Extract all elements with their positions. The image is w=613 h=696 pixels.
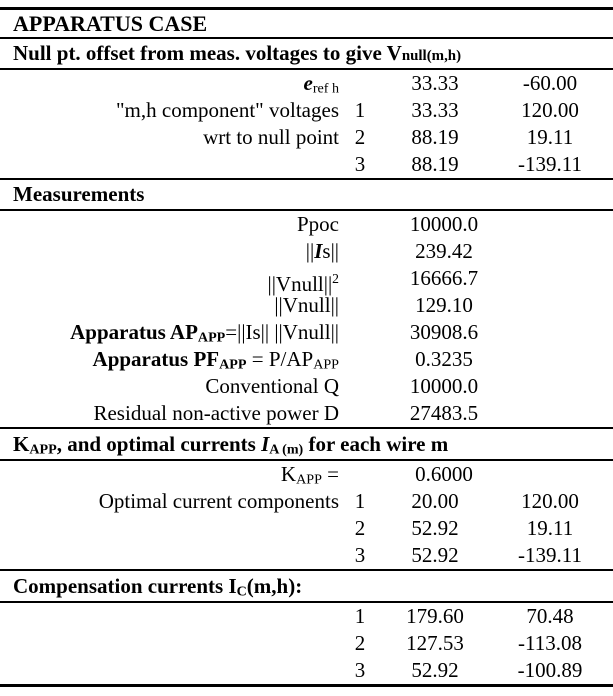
table-row xyxy=(0,542,613,569)
measurement-value: 10000.0 xyxy=(409,374,479,398)
measurement-value: 10000.0 xyxy=(409,212,479,236)
formula-text: = P/AP xyxy=(246,347,314,371)
row-label: Conventional Q xyxy=(205,374,339,398)
value-col1: 33.33 xyxy=(411,98,459,122)
wire-index xyxy=(345,373,375,400)
value-col2: 19.11 xyxy=(526,516,574,540)
section-header-null-offset xyxy=(0,39,613,68)
table-row xyxy=(0,97,613,124)
equals-sign: = xyxy=(321,462,339,486)
wire-index: 1 xyxy=(354,98,366,122)
apparent-power-label: Apparatus AP xyxy=(70,320,198,344)
compensation-rows xyxy=(0,603,613,684)
value-col1: 52.92 xyxy=(411,543,459,567)
value-col1: 33.33 xyxy=(411,71,459,95)
row-label xyxy=(0,603,345,630)
table-row xyxy=(0,238,613,265)
section-header-compensation xyxy=(0,571,613,601)
header-text: Null pt. offset from meas. voltages to give V xyxy=(13,41,402,65)
table-row xyxy=(0,319,613,346)
norm-bars: s|| xyxy=(322,239,339,263)
measurement-value: 0.3235 xyxy=(415,347,473,371)
table-row xyxy=(0,70,613,97)
value-col1: 52.92 xyxy=(411,516,459,540)
value-col2: -113.08 xyxy=(518,631,582,655)
null-offset-rows xyxy=(0,70,613,178)
wire-index: 3 xyxy=(354,658,366,682)
wire-index: 2 xyxy=(354,516,366,540)
wire-index xyxy=(345,400,375,427)
wire-index xyxy=(345,292,375,319)
measurements-rows xyxy=(0,211,613,427)
kapp-rows xyxy=(0,461,613,569)
value-col2: -60.00 xyxy=(522,71,578,95)
row-label: Residual non-active power D xyxy=(93,401,339,425)
wire-index: 3 xyxy=(354,543,366,567)
e-subscript: ref h xyxy=(312,80,339,97)
table-row xyxy=(0,211,613,238)
table-row xyxy=(0,400,613,427)
header-text: for each wire m xyxy=(303,432,449,456)
value-col2: 19.11 xyxy=(526,125,574,149)
k-symbol: K xyxy=(280,462,297,486)
table-row xyxy=(0,124,613,151)
row-label xyxy=(0,630,345,657)
table-row xyxy=(0,488,613,515)
measurement-value: 239.42 xyxy=(415,239,473,263)
header-text: Compensation currents I xyxy=(13,574,237,598)
header-subscript: A (m) xyxy=(269,441,304,458)
bottom-rule xyxy=(0,684,613,687)
row-label: ||Vnull|| xyxy=(274,293,339,317)
measurement-value: 129.10 xyxy=(415,293,473,317)
section-header-measurements: Measurements xyxy=(13,182,145,206)
e-symbol: e xyxy=(303,71,313,95)
header-text: , and optimal currents xyxy=(56,432,262,456)
value-col2: -139.11 xyxy=(518,152,582,176)
header-subscript: C xyxy=(236,583,247,600)
norm-bars: || xyxy=(305,239,315,263)
value-col2: -139.11 xyxy=(518,543,582,567)
table-row xyxy=(0,292,613,319)
value-col1: 88.19 xyxy=(411,152,459,176)
value-col1: 179.60 xyxy=(406,604,464,628)
app-subscript: APP xyxy=(219,356,247,373)
table-row xyxy=(0,265,613,296)
table-row xyxy=(0,657,613,684)
section-header-kapp xyxy=(0,429,613,459)
table-row xyxy=(0,346,613,373)
row-label xyxy=(0,542,345,569)
table-row xyxy=(0,151,613,178)
formula-text: =||Is|| ||Vnull|| xyxy=(225,320,339,344)
value-col2: 70.48 xyxy=(526,604,574,628)
row-label xyxy=(0,515,345,542)
measurement-value: 30908.6 xyxy=(409,320,479,344)
table-row xyxy=(0,603,613,630)
value-col1: 88.19 xyxy=(411,125,459,149)
value-col2 xyxy=(495,292,605,319)
header-text: (m,h): xyxy=(246,574,303,598)
value-col2 xyxy=(495,211,605,238)
value-col2 xyxy=(495,238,605,265)
table-row xyxy=(0,373,613,400)
value-col2 xyxy=(495,373,605,400)
wire-index: 3 xyxy=(354,152,366,176)
row-label: wrt to null point xyxy=(203,125,339,149)
value-col2: 120.00 xyxy=(521,98,579,122)
row-label xyxy=(0,657,345,684)
row-label xyxy=(0,238,345,265)
wire-index: 1 xyxy=(354,604,366,628)
kapp-value: 0.6000 xyxy=(415,462,473,486)
wire-index: 2 xyxy=(354,125,366,149)
table-title: APPARATUS CASE xyxy=(13,11,208,36)
header-subscript: null(m,h) xyxy=(401,48,462,64)
current-symbol: I xyxy=(261,432,270,456)
table-row xyxy=(0,515,613,542)
row-label: Ppoc xyxy=(297,212,339,236)
app-subscript: APP xyxy=(197,329,226,346)
value-col2: 120.00 xyxy=(521,489,579,513)
row-label xyxy=(0,151,345,178)
norm-expression: ||Vnull|| xyxy=(267,272,333,296)
wire-index xyxy=(345,238,375,265)
header-text: K xyxy=(13,432,30,456)
row-label: "m,h component" voltages xyxy=(115,98,339,122)
app-subscript: APP xyxy=(313,356,339,373)
power-factor-label: Apparatus PF xyxy=(92,347,220,371)
measurement-value: 16666.7 xyxy=(409,266,479,290)
value-col1: 52.92 xyxy=(411,658,459,682)
table-row xyxy=(0,461,613,488)
value-col1: 20.00 xyxy=(411,489,459,513)
table-row xyxy=(0,630,613,657)
row-label: Optimal current components xyxy=(98,489,339,513)
measurement-value: 27483.5 xyxy=(409,401,479,425)
value-col2 xyxy=(495,400,605,427)
squared-superscript: 2 xyxy=(332,271,339,286)
current-symbol: I xyxy=(314,239,323,263)
app-subscript: APP xyxy=(296,471,322,488)
wire-index xyxy=(345,211,375,238)
wire-index: 1 xyxy=(354,489,366,513)
header-subscript: APP xyxy=(29,441,57,458)
value-col1: 127.53 xyxy=(406,631,464,655)
wire-index: 2 xyxy=(354,631,366,655)
value-col2: -100.89 xyxy=(517,658,583,682)
